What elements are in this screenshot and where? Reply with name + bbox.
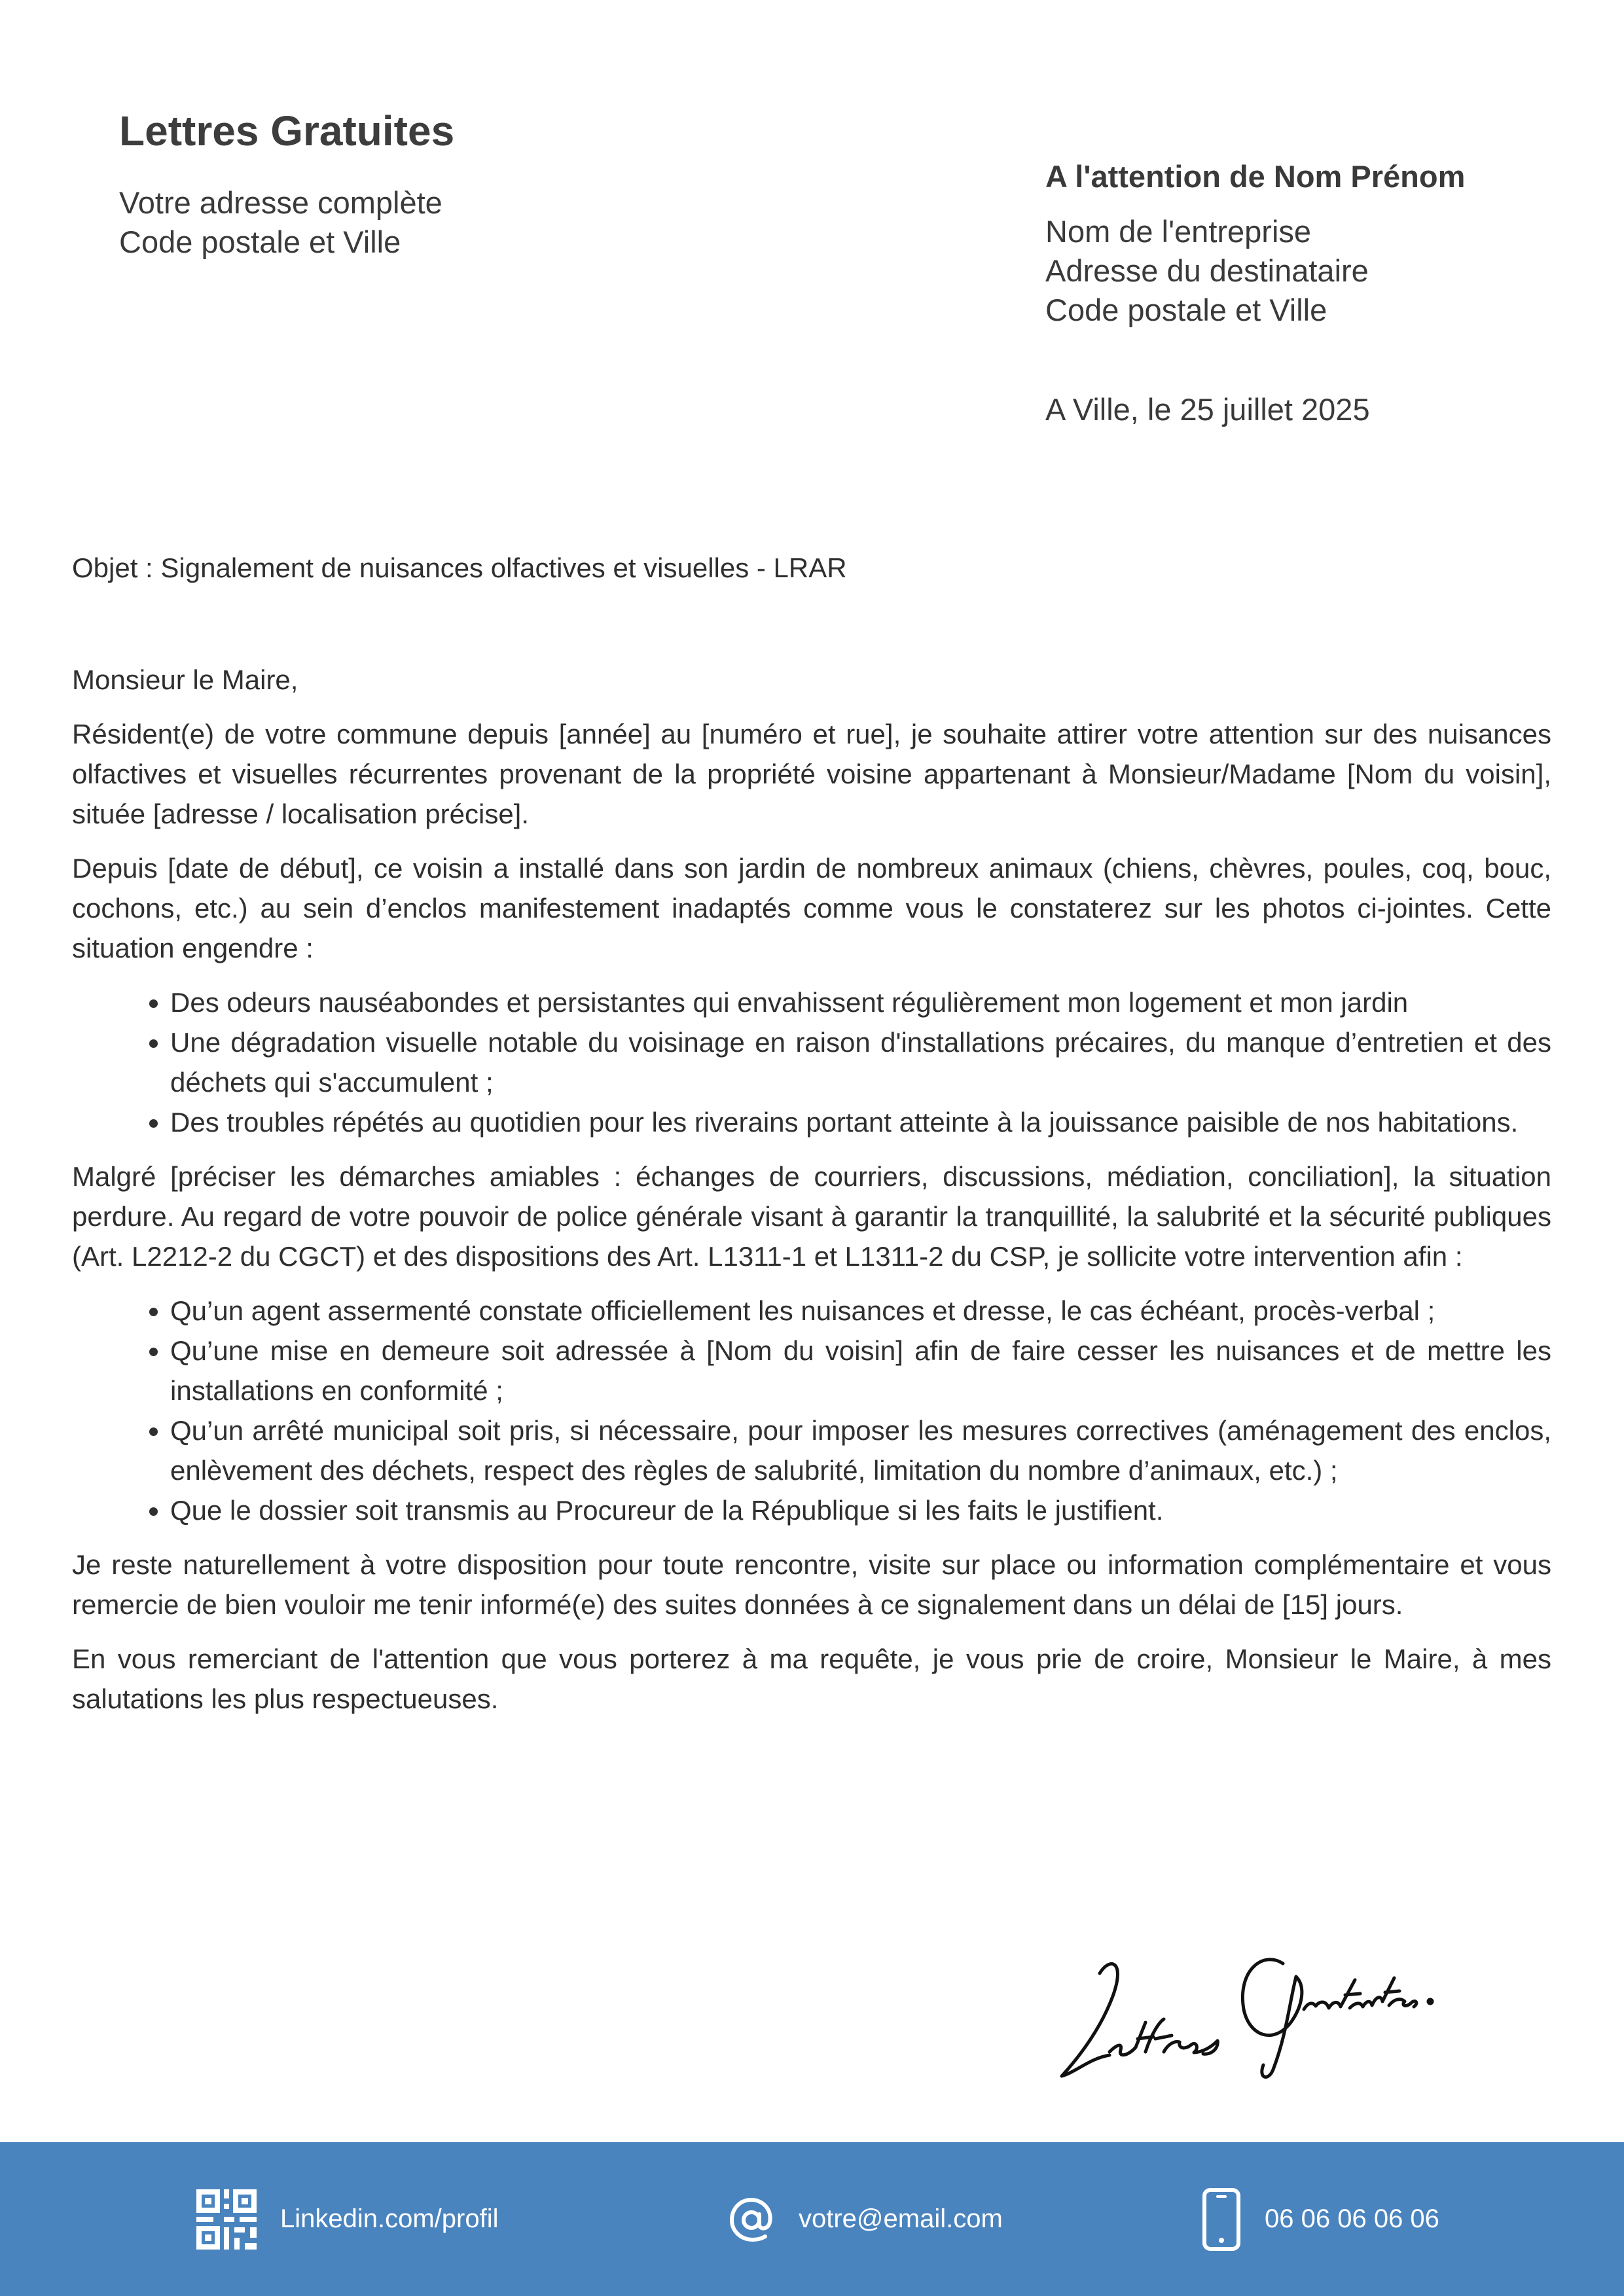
linkedin-link[interactable]: Linkedin.com/profil <box>280 2204 499 2233</box>
list-item: • Qu’un arrêté municipal soit pris, si nécessaire, pour imposer les mesures correctives (aménagement des enclos, enlèvement des déchets, respect des règles de salubrité, limitation du nombre d’animaux, etc.) ; <box>170 1410 1551 1490</box>
footer-phone[interactable] <box>1202 2142 1439 2296</box>
recipient-attention: A l'attention de Nom Prénom <box>1045 159 1466 194</box>
salutation: Monsieur le Maire, <box>72 664 298 695</box>
signature <box>1047 1924 1440 2094</box>
list-item: • Une dégradation visuelle notable du voisinage en raison d'installations précaires, du manque d’entretien et des déchets qui s'accumulent ; <box>170 1022 1551 1102</box>
signature-drawing <box>1047 1924 1440 2094</box>
recipient-block <box>1045 157 1608 330</box>
paragraph-availability: Je reste naturellement à votre disposition pour toute rencontre, visite sur place ou information complémentaire et vous remercie de bien vouloir me tenir informé(e) des suites données à ce signalement dans un délai de [15] jours. <box>72 1549 1551 1620</box>
sender-block <box>119 105 839 262</box>
sender-address-line2: Code postale et Ville <box>119 224 401 259</box>
nuisance-list <box>72 982 1551 1142</box>
sender-address-line1: Votre adresse complète <box>119 185 442 220</box>
request-list <box>72 1291 1551 1530</box>
phone-number[interactable]: 06 06 06 06 06 <box>1265 2204 1439 2233</box>
letter-body <box>72 660 1551 1733</box>
at-sign-icon <box>728 2196 775 2243</box>
recipient-city: Code postale et Ville <box>1045 293 1327 327</box>
letter-subject: Objet : Signalement de nuisances olfactives et visuelles - LRAR <box>72 552 847 583</box>
footer-linkedin[interactable] <box>196 2142 499 2296</box>
paragraph-situation: Depuis [date de début], ce voisin a installé dans son jardin de nombreux animaux (chiens, chèvres, poules, coq, bouc, cochons, etc.) au sein d’enclos manifestement inadaptés comme vous le constaterez sur les photos ci-jointes. Cette situation engendre : <box>72 853 1551 963</box>
email-link[interactable]: votre@email.com <box>799 2204 1003 2233</box>
recipient-company: Nom de l'entreprise <box>1045 214 1312 249</box>
mobile-phone-icon <box>1202 2188 1241 2251</box>
list-item: • Des troubles répétés au quotidien pour les riverains portant atteinte à la jouissance paisible de nos habitations. <box>170 1102 1551 1142</box>
list-item: • Qu’un agent assermenté constate officiellement les nuisances et dresse, le cas échéant, procès-verbal ; <box>170 1291 1551 1331</box>
qr-code-icon <box>196 2189 257 2250</box>
list-item: • Des odeurs nauséabondes et persistantes qui envahissent régulièrement mon logement et mon jardin <box>170 982 1551 1022</box>
paragraph-closing: En vous remerciant de l'attention que vous porterez à ma requête, je vous prie de croire, Monsieur le Maire, à mes salutations les plus respectueuses. <box>72 1643 1551 1714</box>
paragraph-request: Malgré [préciser les démarches amiables : échanges de courriers, discussions, médiation, conciliation], la situation perdure. Au regard de votre pouvoir de police générale visant à garantir la tranquillité, la salubrité et la sécurité publiques (Art. L2212-2 du CGCT) et des dispositions des Art. L1311-1 et L1311-2 du CSP, je sollicite votre intervention afin : <box>72 1161 1551 1272</box>
paragraph-residence: Résident(e) de votre commune depuis [année] au [numéro et rue], je souhaite attirer votre attention sur des nuisances olfactives et visuelles récurrentes provenant de la propriété voisine appartenant à Monsieur/Madame [Nom du voisin], située [adresse / localisation précise]. <box>72 719 1551 829</box>
footer-email[interactable] <box>728 2142 1003 2296</box>
recipient-address: Adresse du destinataire <box>1045 253 1369 288</box>
list-item: • Qu’une mise en demeure soit adressée à [Nom du voisin] afin de faire cesser les nuisances et de mettre les installations en conformité ; <box>170 1331 1551 1410</box>
footer-contact-bar <box>0 2142 1624 2296</box>
list-item: • Que le dossier soit transmis au Procureur de la République si les faits le justifient. <box>170 1490 1551 1530</box>
letter-date: A Ville, le 25 juillet 2025 <box>1045 392 1370 427</box>
sender-name: Lettres Gratuites <box>119 107 455 154</box>
